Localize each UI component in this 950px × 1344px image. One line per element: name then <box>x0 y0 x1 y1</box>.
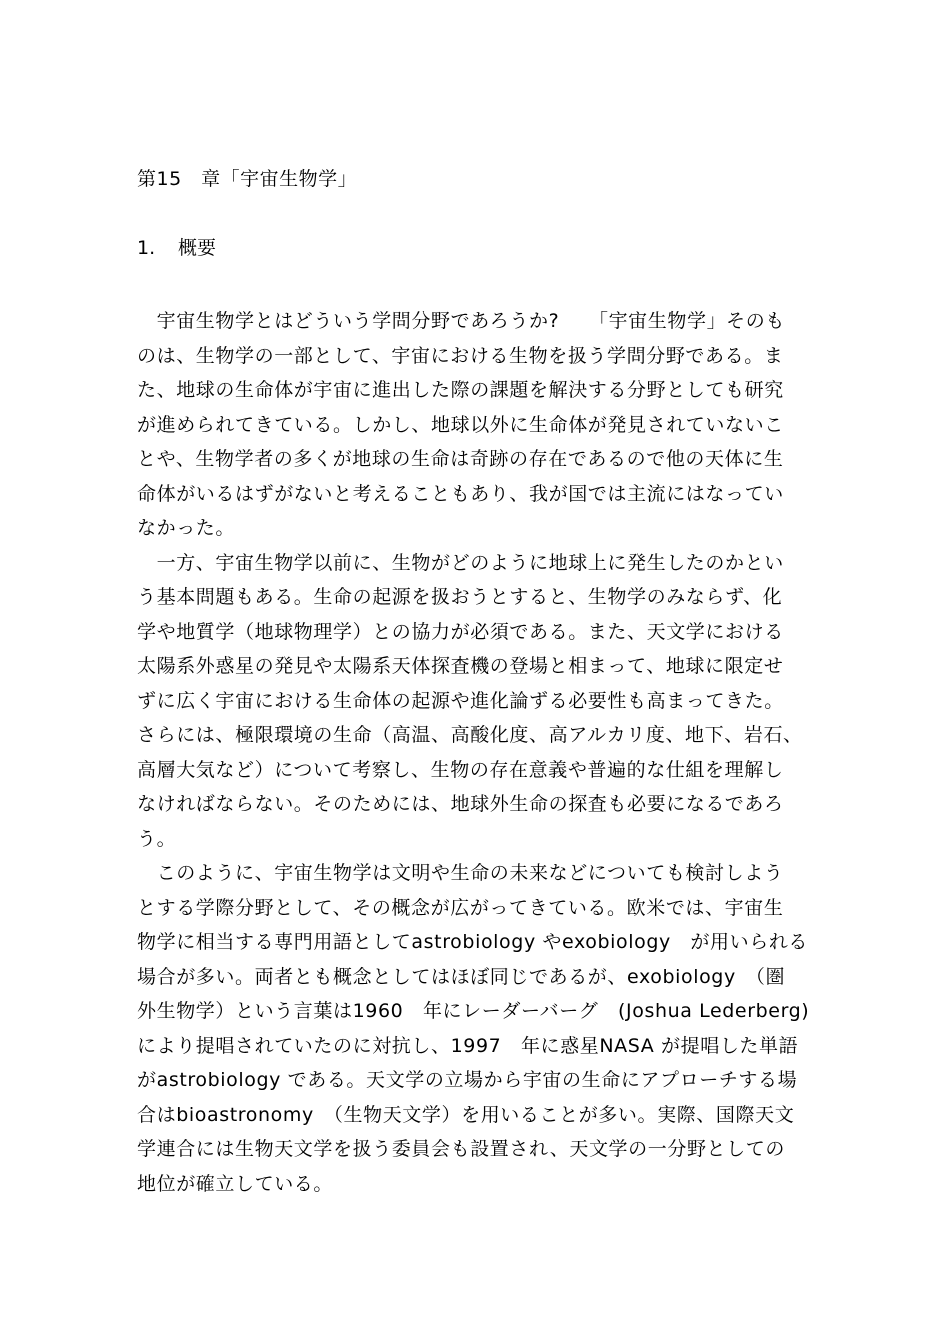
text-line: がastrobiology である。天文学の立場から宇宙の生命にアプローチする場 <box>137 1069 798 1091</box>
text-line: 地位が確立している。 <box>137 1172 334 1195</box>
text-line: 命体がいるはずがないと考えることもあり、我が国では主流にはなってい <box>137 482 784 505</box>
text-line: た、地球の生命体が宇宙に進出した際の課題を解決する分野としても研究 <box>137 379 784 401</box>
text-line: のは、生物学の一部として、宇宙における生物を扱う学問分野である。ま <box>137 344 784 367</box>
text-line: なければならない。そのためには、地球外生命の探査も必要になるであろ <box>137 793 784 815</box>
text-line: さらには、極限環境の生命（高温、高酸化度、高アルカリ度、地下、岩石、 <box>137 724 803 746</box>
text-line: う基本問題もある。生命の起源を扱おうとすると、生物学のみならず、化 <box>137 586 783 608</box>
text-line: 学や地質学（地球物理学）との協力が必須である。また、天文学における <box>137 620 784 643</box>
text-line: 物学に相当する専門用語としてastrobiology やexobiology が用いられる <box>137 931 809 953</box>
section-heading <box>137 235 216 261</box>
text-line: 宇宙生物学とはどういう学問分野であろうか? 「宇宙生物学」そのも <box>137 310 785 332</box>
text-line: 場合が多い。両者とも概念としてはほぼ同じであるが、exobiology （圏 <box>137 965 786 988</box>
section-number: 1. <box>137 237 156 259</box>
text-line: 外生物学）という言葉は1960 年にレーダーバーグ (Joshua Lederberg) <box>137 1000 810 1022</box>
text-line: ずに広く宇宙における生命体の起源や進化論ずる必要性も高まってきた。 <box>137 689 784 712</box>
text-line: 一方、宇宙生物学以前に、生物がどのように地球上に発生したのかとい <box>137 551 784 574</box>
section-title: 概要 <box>178 237 217 259</box>
text-line: 太陽系外惑星の発見や太陽系天体探査機の登場と相まって、地球に限定せ <box>137 655 784 677</box>
text-line: う。 <box>137 827 177 850</box>
chapter-title: 第15 章「宇宙生物学」 <box>137 168 358 190</box>
text-line: このように、宇宙生物学は文明や生命の未来などについても検討しよう <box>137 862 784 884</box>
text-line: 学連合には生物天文学を扱う委員会も設置され、天文学の一分野としての <box>137 1138 785 1160</box>
text-line: 高層大気など）について考察し、生物の存在意義や普遍的な仕組を理解し <box>137 758 784 781</box>
text-line: とや、生物学者の多くが地球の生命は奇跡の存在であるので他の天体に生 <box>137 448 784 470</box>
text-line: とする学際分野として、その概念が広がってきている。欧米では、宇宙生 <box>137 896 784 919</box>
body-text <box>137 304 837 1201</box>
text-line: が進められてきている。しかし、地球以外に生命体が発見されていないこ <box>137 413 784 436</box>
text-line: なかった。 <box>137 517 236 539</box>
text-line: 合はbioastronomy （生物天文学）を用いることが多い。実際、国際天文 <box>137 1103 795 1126</box>
text-line: により提唱されていたのに対抗し、1997 年に惑星NASA が提唱した単語 <box>137 1034 799 1057</box>
